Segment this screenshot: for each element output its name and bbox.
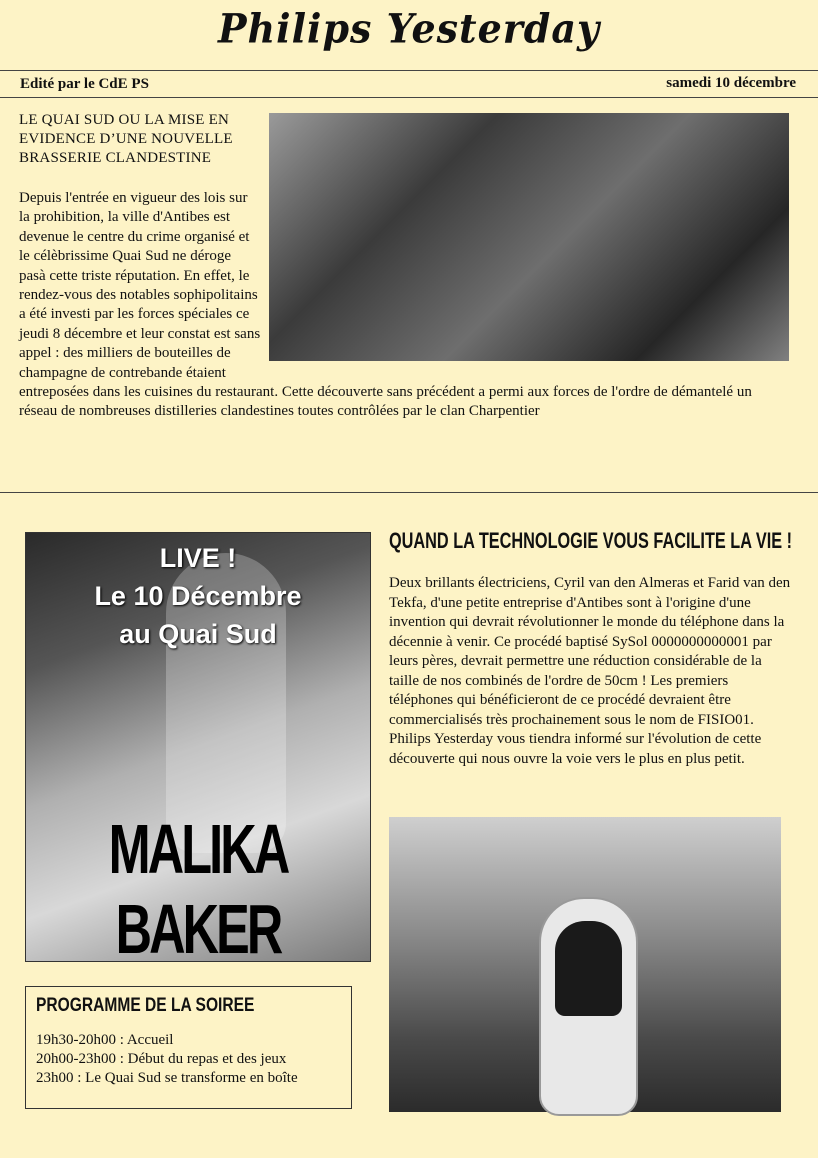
- article1-body: Depuis l'entrée en vigueur des lois sur la prohibition, la ville d'Antibes est devenue le centre du crime organisé et le célèbrissime Quai Sud ne déroge pasà cette triste réputation. En effet, le rendez-vous des notables sophipolitains a été investi par les forces spéciales ce jeudi 8 décembre et leur constat est sans appel : des milliers de bouteilles de champagne de contrebande étaient entreposées dans les cuisines du restaurant. Cette découverte sans précédent a permi aux forces de l'ordre de démantelé un réseau de nombreuses distilleries clandestines toutes contrôlées par le clan Charpentier: [19, 190, 752, 420]
- section-rule: [0, 492, 818, 493]
- lab-engineers-photo: [389, 817, 781, 1112]
- header-rule: [0, 97, 818, 98]
- concert-poster: [25, 532, 371, 962]
- poster-date: Le 10 Décembre: [94, 581, 302, 611]
- masthead-title: Philips Yesterday: [217, 4, 601, 53]
- issue-date: samedi 10 décembre: [666, 75, 796, 91]
- phone-screen: [555, 921, 622, 1016]
- program-title: PROGRAMME DE LA SOIREE: [36, 995, 255, 1016]
- prohibition-raid-photo: [269, 113, 789, 361]
- poster-live: LIVE !: [159, 543, 237, 573]
- program-item: 23h00 : Le Quai Sud se transforme en boîte: [36, 1070, 298, 1086]
- program-item: 20h00-23h00 : Début du repas et des jeux: [36, 1051, 287, 1067]
- program-item: 19h30-20h00 : Accueil: [36, 1032, 174, 1048]
- giant-phone-illustration: [539, 897, 638, 1116]
- article1-headline: LE QUAI SUD OU LA MISE EN EVIDENCE D’UNE NOUVELLE BRASSERIE CLANDESTINE: [19, 112, 233, 166]
- poster-artist-name: MALIKA BAKER: [108, 810, 288, 962]
- article2-headline: QUAND LA TECHNOLOGIE VOUS FACILITE LA VIE !: [389, 528, 793, 553]
- editor-line: Edité par le CdE PS: [20, 76, 149, 92]
- poster-heading: [26, 539, 370, 653]
- poster-venue: au Quai Sud: [119, 619, 277, 649]
- program-box: [25, 986, 352, 1109]
- article2-body: Deux brillants électriciens, Cyril van den Almeras et Farid van den Tekfa, d'une petite entreprise d'Antibes sont à l'origine d'une invention qui devrait révolutionner le monde du téléphone dans la décennie à venir. Ce procédé baptisé SySol 0000000000001 par leurs pères, devrait permettre une réduction considérable de la taille de nos combinés de l'ordre de 50cm ! Les premiers téléphones qui bénéficieront de ce procédé devraient être commercialisés très prochainement sous le nom de FISIO01. Philips Yesterday vous tiendra informé sur l'évolution de cette découverte qui nous ouvre la voie vers le plus en plus petit.: [389, 575, 791, 767]
- article1: [19, 189, 789, 422]
- top-rule: [0, 70, 818, 71]
